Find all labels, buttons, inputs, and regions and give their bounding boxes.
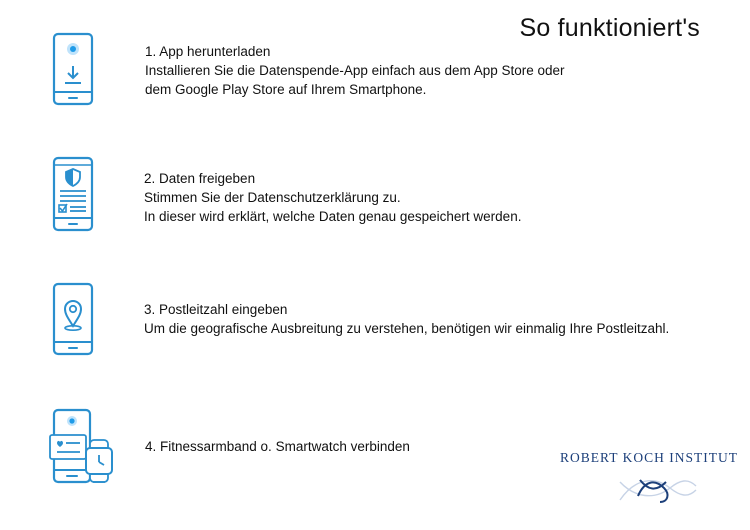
phone-location-pin-icon xyxy=(48,282,108,362)
phone-privacy-shield-icon xyxy=(48,156,108,236)
page-title: So funktioniert's xyxy=(519,14,700,42)
step-3-heading: 3. Postleitzahl eingeben xyxy=(144,302,288,317)
step-1-line-1: Installieren Sie die Datenspende-App einfach aus dem App Store oder xyxy=(145,63,565,78)
step-2-heading: 2. Daten freigeben xyxy=(144,171,256,186)
rki-logo xyxy=(560,450,738,512)
rki-logo-text: ROBERT KOCH INSTITUT xyxy=(560,450,738,465)
phone-download-icon xyxy=(48,32,108,112)
step-2-line-1: Stimmen Sie der Datenschutzerklärung zu. xyxy=(144,190,401,205)
step-2-line-2: In dieser wird erklärt, welche Daten genau gespeichert werden. xyxy=(144,209,522,224)
step-1-heading: 1. App herunterladen xyxy=(145,44,271,59)
step-3-line-1: Um die geografische Ausbreitung zu verstehen, benötigen wir einmalig Ihre Postleitzahl. xyxy=(144,321,670,336)
step-4-heading: 4. Fitnessarmband o. Smartwatch verbinden xyxy=(145,439,410,454)
phone-smartwatch-icon xyxy=(48,408,118,488)
step-1-line-2: dem Google Play Store auf Ihrem Smartphone. xyxy=(145,82,427,97)
rki-logo-icon xyxy=(610,468,700,513)
